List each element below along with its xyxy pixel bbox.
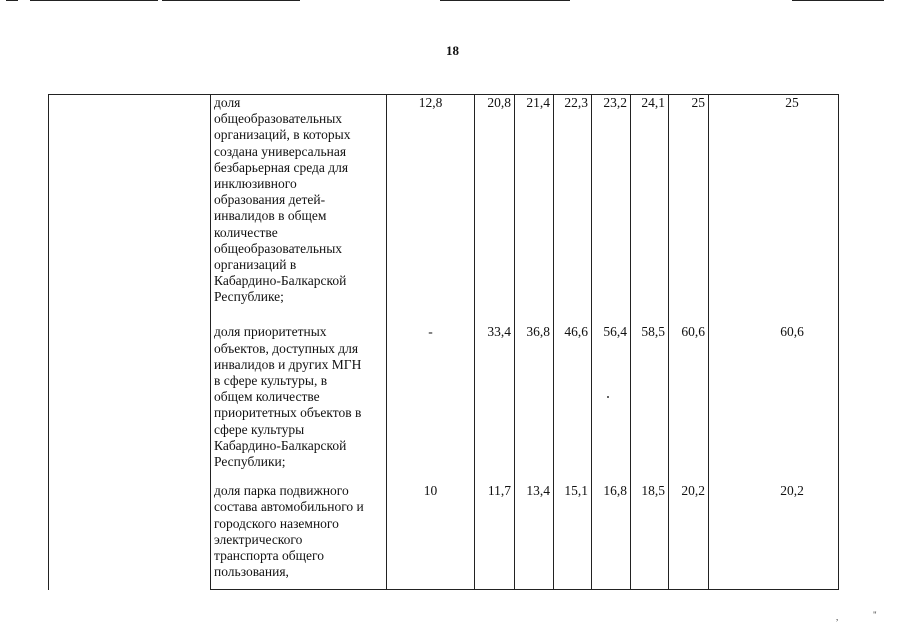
value-cell: 11,7 (475, 483, 515, 589)
page-number: 18 (446, 43, 459, 58)
value-cell: 10 (387, 483, 475, 589)
indicator-cell (211, 95, 387, 325)
scan-mark: " (873, 610, 877, 620)
value-cell: 25 (669, 95, 709, 325)
scan-line-top-4 (440, 0, 570, 1)
value-cell: 15,1 (554, 483, 592, 589)
value-cell: 21,4 (515, 95, 554, 325)
value-cell: 58,5 (631, 324, 669, 483)
value-cell: 33,4 (475, 324, 515, 483)
value-cell: 16,8 (592, 483, 631, 589)
value-cell: 60,6 (709, 324, 839, 483)
value-cell: 18,5 (631, 483, 669, 589)
scan-speck (607, 396, 609, 398)
indicator-cell (211, 324, 387, 483)
scan-mark: , (836, 612, 839, 622)
scan-line-top-1 (6, 0, 18, 1)
indicators-table (48, 94, 839, 590)
table-row (49, 95, 839, 325)
value-cell: 56,4 (592, 324, 631, 483)
value-cell: 24,1 (631, 95, 669, 325)
value-cell: 12,8 (387, 95, 475, 325)
value-cell: 60,6 (669, 324, 709, 483)
indicator-cell (211, 483, 387, 589)
empty-cell (49, 95, 211, 590)
value-cell: 20,2 (669, 483, 709, 589)
scan-line-top-3 (162, 0, 300, 1)
value-cell: 20,8 (475, 95, 515, 325)
value-cell: 13,4 (515, 483, 554, 589)
indicator-text: доля парка подвижного состава автомобильного и городского наземного электрического транспорта общего пользования, (214, 483, 364, 580)
scan-line-top-5 (792, 0, 884, 1)
value-cell: - (387, 324, 475, 483)
scan-line-top-2 (30, 0, 158, 1)
value-cell: 46,6 (554, 324, 592, 483)
value-cell: 36,8 (515, 324, 554, 483)
value-cell: 22,3 (554, 95, 592, 325)
value-cell: 25 (709, 95, 839, 325)
indicator-text: доля общеобразовательных организаций, в которых создана универсальная безбарьерная среда для инклюзивного образования детей- инвалидов в общем количестве общеобразовательных организаций в Кабардино-Балкарской Республике; (214, 95, 351, 305)
value-cell: 23,2 (592, 95, 631, 325)
indicator-text: доля приоритетных объектов, доступных для инвалидов и других МГН в сфере культуры, в общем количестве приоритетных объектов в сфере культуры Кабардино-Балкарской Республики; (214, 324, 362, 469)
value-cell: 20,2 (709, 483, 839, 589)
